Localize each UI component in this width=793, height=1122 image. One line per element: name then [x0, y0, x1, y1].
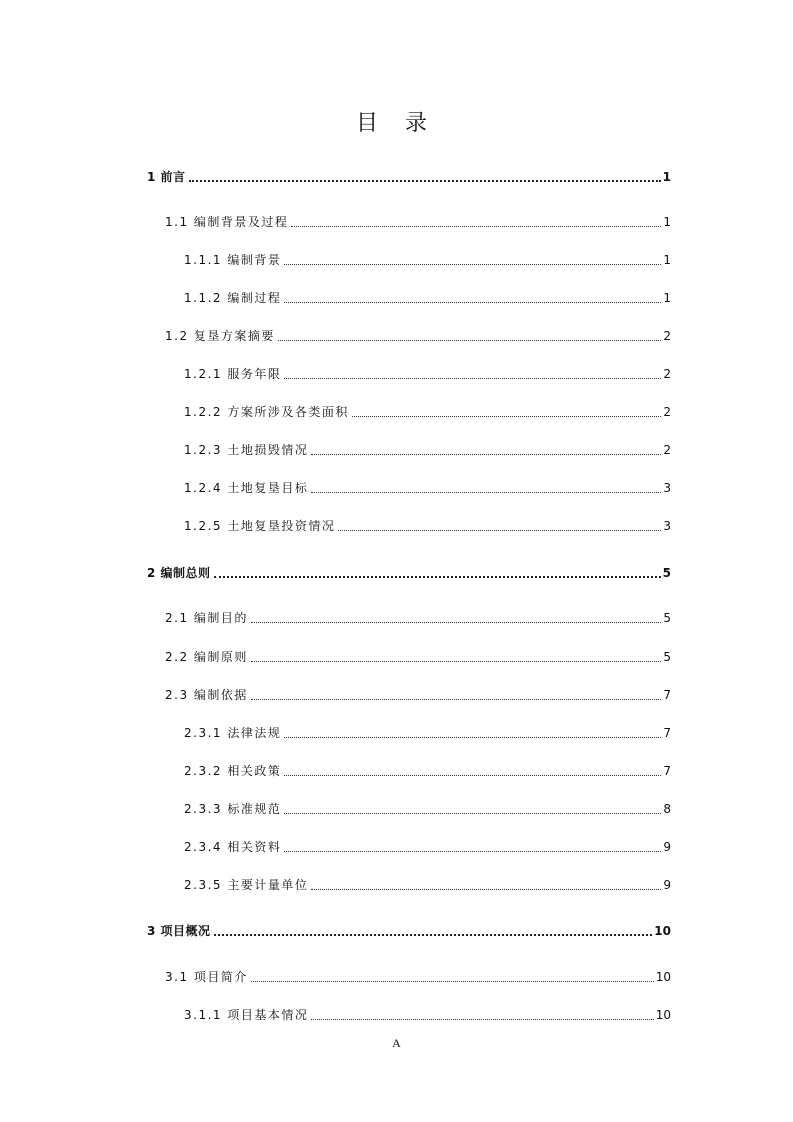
toc-entry-number: 3	[147, 924, 156, 938]
toc-entry-page: 7	[663, 688, 671, 702]
toc-entry-label: 前言	[160, 170, 186, 184]
toc-dot-leader	[278, 340, 661, 341]
toc-entry-label: 编制总则	[160, 566, 211, 580]
toc-dot-leader	[284, 775, 661, 776]
toc-entry-label: 项目基本情况	[227, 1008, 309, 1022]
toc-entry-page: 1	[663, 215, 671, 229]
toc-entry-label: 编制原则	[193, 650, 248, 664]
toc-entry[interactable]	[165, 649, 671, 665]
toc-entry[interactable]	[184, 877, 671, 893]
toc-entry-number: 1.1	[165, 215, 189, 229]
toc-entry-page: 1	[663, 291, 671, 305]
toc-entry-label: 编制目的	[193, 611, 248, 625]
toc-dot-leader	[251, 981, 654, 982]
toc-dot-leader	[251, 661, 661, 662]
toc-entry-label: 法律法规	[227, 726, 282, 740]
toc-entry-number: 1.2.5	[184, 519, 223, 533]
toc-entry-number: 2.1	[165, 611, 189, 625]
toc-entry-number: 1.2.4	[184, 481, 223, 495]
toc-entry-page: 9	[663, 878, 671, 892]
toc-entry[interactable]	[147, 169, 671, 185]
toc-entry-page: 10	[655, 1008, 671, 1022]
toc-dot-leader	[311, 492, 661, 493]
toc-entry[interactable]	[165, 969, 671, 985]
toc-dot-leader	[284, 851, 661, 852]
toc-dot-leader	[338, 530, 661, 531]
toc-entry-number: 1.1.2	[184, 291, 223, 305]
toc-entry-label: 主要计量单位	[227, 878, 309, 892]
toc-entry-page: 7	[663, 764, 671, 778]
toc-entry-label: 服务年限	[227, 367, 282, 381]
toc-dot-leader	[251, 622, 661, 623]
toc-entry-number: 2.3	[165, 688, 189, 702]
toc-dot-leader	[284, 302, 661, 303]
toc-entry[interactable]	[147, 565, 671, 581]
toc-dot-leader	[284, 813, 661, 814]
toc-entry-page: 2	[663, 329, 671, 343]
toc-entry[interactable]	[184, 252, 671, 268]
toc-entry[interactable]	[165, 214, 671, 230]
toc-entry[interactable]	[184, 725, 671, 741]
toc-entry-number: 2.3.4	[184, 840, 223, 854]
toc-entry-page: 1	[663, 253, 671, 267]
toc-entry-label: 复垦方案摘要	[193, 329, 275, 343]
toc-entry-label: 方案所涉及各类面积	[227, 405, 349, 419]
toc-entry-page: 3	[663, 481, 671, 495]
toc-dot-leader	[251, 699, 661, 700]
toc-entry-page: 2	[663, 405, 671, 419]
toc-entry[interactable]	[184, 763, 671, 779]
toc-entry-number: 2.2	[165, 650, 189, 664]
toc-entry[interactable]	[184, 290, 671, 306]
toc-entry[interactable]	[184, 839, 671, 855]
page-footer: A	[392, 1036, 401, 1050]
toc-entry[interactable]	[147, 923, 671, 939]
toc-entry-page: 5	[663, 611, 671, 625]
toc-entry-page: 3	[663, 519, 671, 533]
toc-entry-label: 相关资料	[227, 840, 282, 854]
toc-entry-number: 2	[147, 566, 156, 580]
toc-dot-leader	[214, 934, 653, 936]
toc-entry[interactable]	[184, 518, 671, 534]
toc-entry-number: 1.2.2	[184, 405, 223, 419]
toc-entry-page: 8	[663, 802, 671, 816]
toc-entry-number: 3.1	[165, 970, 189, 984]
toc-dot-leader	[291, 226, 661, 227]
toc-dot-leader	[311, 454, 661, 455]
toc-entry[interactable]	[184, 366, 671, 382]
toc-entry-label: 土地复垦目标	[227, 481, 309, 495]
toc-entry-number: 2.3.3	[184, 802, 223, 816]
toc-dot-leader	[214, 576, 661, 578]
toc-entry-page: 10	[655, 970, 671, 984]
toc-entry-page: 2	[663, 443, 671, 457]
toc-entry-page: 10	[654, 924, 671, 938]
toc-dot-leader	[352, 416, 661, 417]
toc-entry-number: 1.2.3	[184, 443, 223, 457]
toc-entry-label: 土地损毁情况	[227, 443, 309, 457]
toc-entry-number: 2.3.5	[184, 878, 223, 892]
toc-entry-number: 1.2.1	[184, 367, 223, 381]
toc-entry-label: 项目概况	[160, 924, 211, 938]
toc-entry-label: 项目简介	[193, 970, 248, 984]
toc-entry[interactable]	[184, 442, 671, 458]
toc-entry-page: 5	[662, 566, 671, 580]
toc-entry-page: 2	[663, 367, 671, 381]
toc-dot-leader	[284, 264, 661, 265]
toc-entry-label: 编制过程	[227, 291, 282, 305]
toc-dot-leader	[311, 1019, 653, 1020]
toc-entry[interactable]	[184, 404, 671, 420]
toc-entry-label: 编制背景	[227, 253, 282, 267]
toc-entry-label: 编制背景及过程	[193, 215, 289, 229]
toc-entry[interactable]	[165, 328, 671, 344]
toc-dot-leader	[284, 737, 661, 738]
toc-entry[interactable]	[184, 480, 671, 496]
toc-entry-label: 相关政策	[227, 764, 282, 778]
toc-entry-label: 土地复垦投资情况	[227, 519, 336, 533]
toc-entry[interactable]	[165, 687, 671, 703]
toc-entry-number: 1.1.1	[184, 253, 223, 267]
toc-entry[interactable]	[184, 801, 671, 817]
toc-entry-page: 5	[663, 650, 671, 664]
toc-dot-leader	[284, 378, 661, 379]
toc-entry-number: 2.3.1	[184, 726, 223, 740]
toc-entry-number: 1.2	[165, 329, 189, 343]
toc-entry-page: 7	[663, 726, 671, 740]
toc-dot-leader	[311, 889, 661, 890]
toc-entry-number: 1	[147, 170, 156, 184]
toc-entry-number: 3.1.1	[184, 1008, 223, 1022]
toc-entry[interactable]	[184, 1007, 671, 1023]
page-title: 目 录	[356, 111, 437, 136]
toc-entry-number: 2.3.2	[184, 764, 223, 778]
toc-entry[interactable]	[165, 610, 671, 626]
toc-entry-label: 编制依据	[193, 688, 248, 702]
toc-entry-label: 标准规范	[227, 802, 282, 816]
toc-dot-leader	[189, 180, 661, 182]
toc-entry-page: 9	[663, 840, 671, 854]
toc-entry-page: 1	[662, 170, 671, 184]
